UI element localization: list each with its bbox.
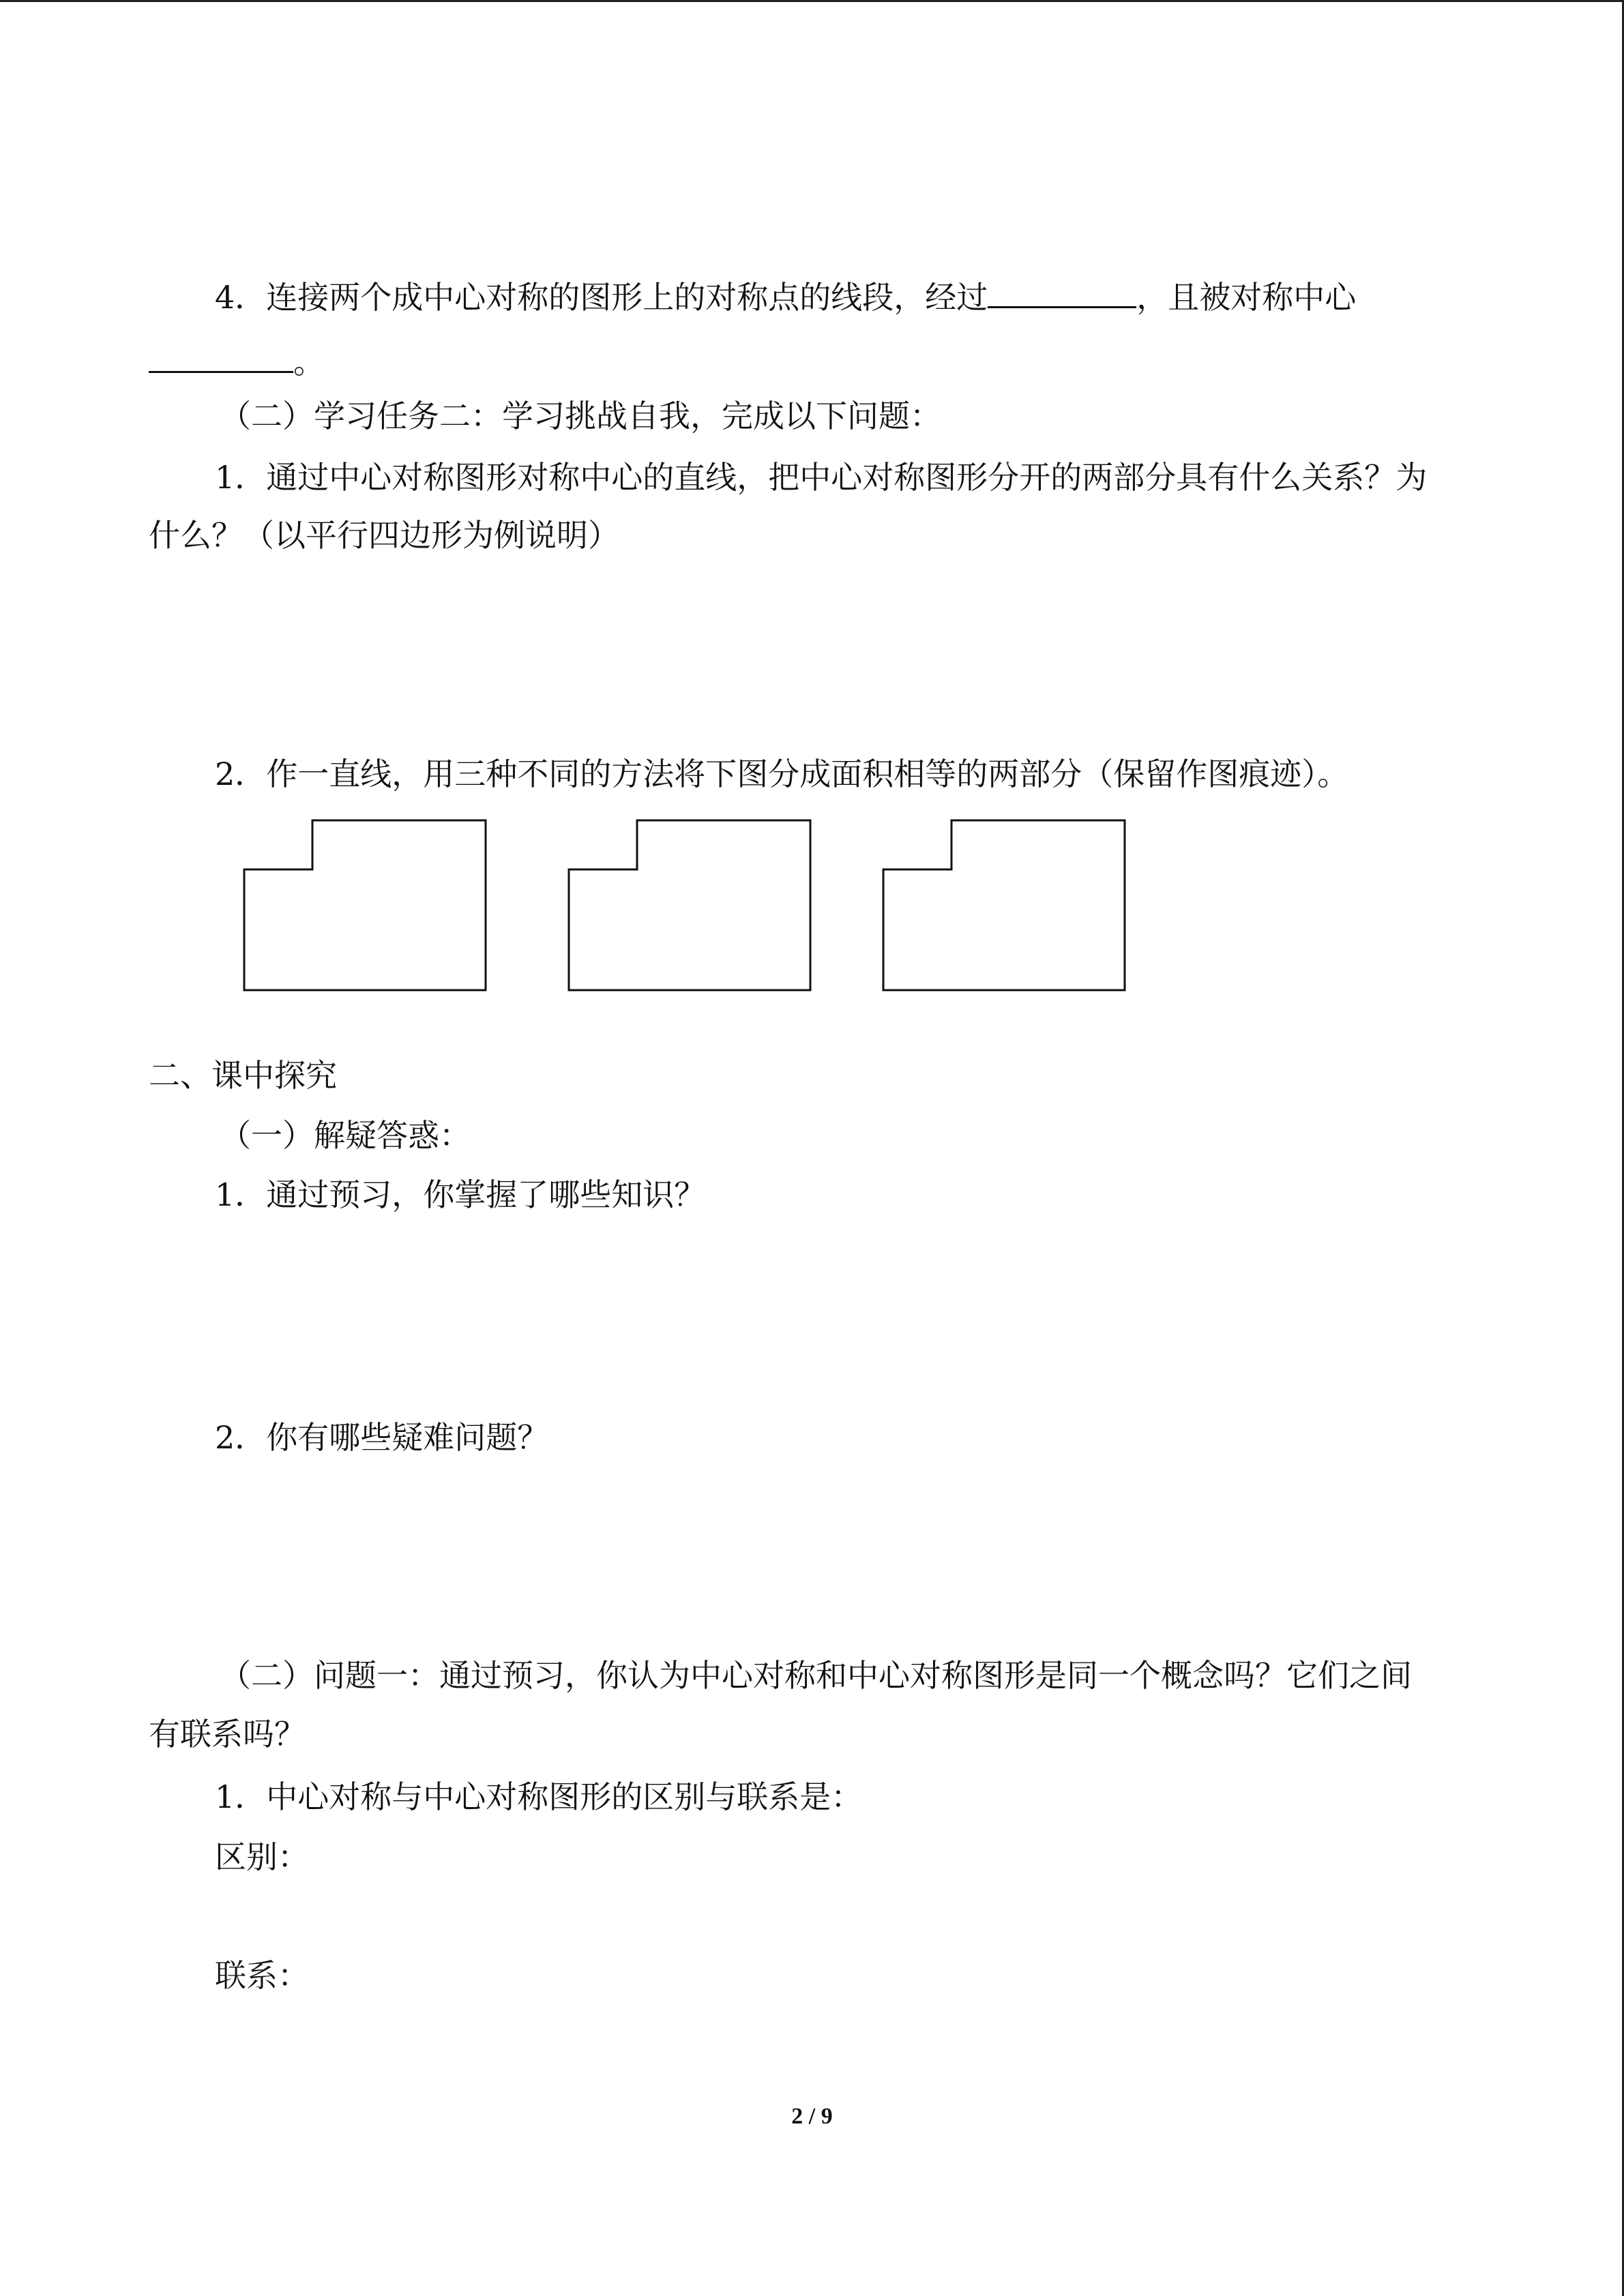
q-and-a-question-1: 1．通过预习，你掌握了哪些知识？ (215, 1176, 706, 1213)
question-4-line-1 (215, 276, 1356, 318)
question-4-line-2 (149, 341, 325, 383)
task-2-question-2: 2．作一直线，用三种不同的方法将下图分成面积相等的两部分（保留作图痕迹）。 (215, 756, 1349, 792)
answer-blank-2[interactable] (149, 341, 293, 373)
problem-1-question-1: 1．中心对称与中心对称图形的区别与联系是： (215, 1778, 863, 1815)
l-shape-figure-1 (242, 815, 488, 992)
l-shape-figure-2 (567, 815, 812, 992)
l-shape-figure-1-drawing (242, 815, 488, 992)
page-number: 2 / 9 (791, 2104, 833, 2129)
connection-label: 联系： (215, 1957, 309, 1994)
l-shape-figure-3-drawing (881, 815, 1127, 992)
task-2-question-1-line-1: 1．通过中心对称图形对称中心的直线，把中心对称图形分开的两部分具有什么关系？为 (215, 459, 1428, 496)
question-4-period: 。 (293, 344, 325, 381)
page-border-top (0, 0, 1624, 2)
task-2-heading: （二）学习任务二：学习挑战自我，完成以下问题： (220, 398, 941, 434)
problem-1-line-2: 有联系吗？ (149, 1716, 306, 1753)
q-and-a-question-2: 2．你有哪些疑难问题？ (215, 1419, 549, 1456)
difference-label: 区别： (215, 1838, 309, 1875)
l-shape-figure-3 (881, 815, 1127, 992)
answer-blank-1[interactable] (988, 276, 1136, 308)
question-4-text-continued: ，且被对称中心 (1136, 279, 1357, 316)
l-shape-figure-2-drawing (567, 815, 812, 992)
sub-heading-q-and-a: （一）解疑答惑： (220, 1117, 471, 1154)
problem-1-line-1: （二）问题一：通过预习，你认为中心对称和中心对称图形是同一个概念吗？它们之间 (220, 1657, 1412, 1694)
question-4-text: 4．连接两个成中心对称的图形上的对称点的线段，经过 (215, 279, 988, 316)
task-2-question-1-line-2: 什么？（以平行四边形为例说明） (149, 517, 619, 554)
section-heading-in-class: 二、课中探究 (149, 1057, 337, 1094)
